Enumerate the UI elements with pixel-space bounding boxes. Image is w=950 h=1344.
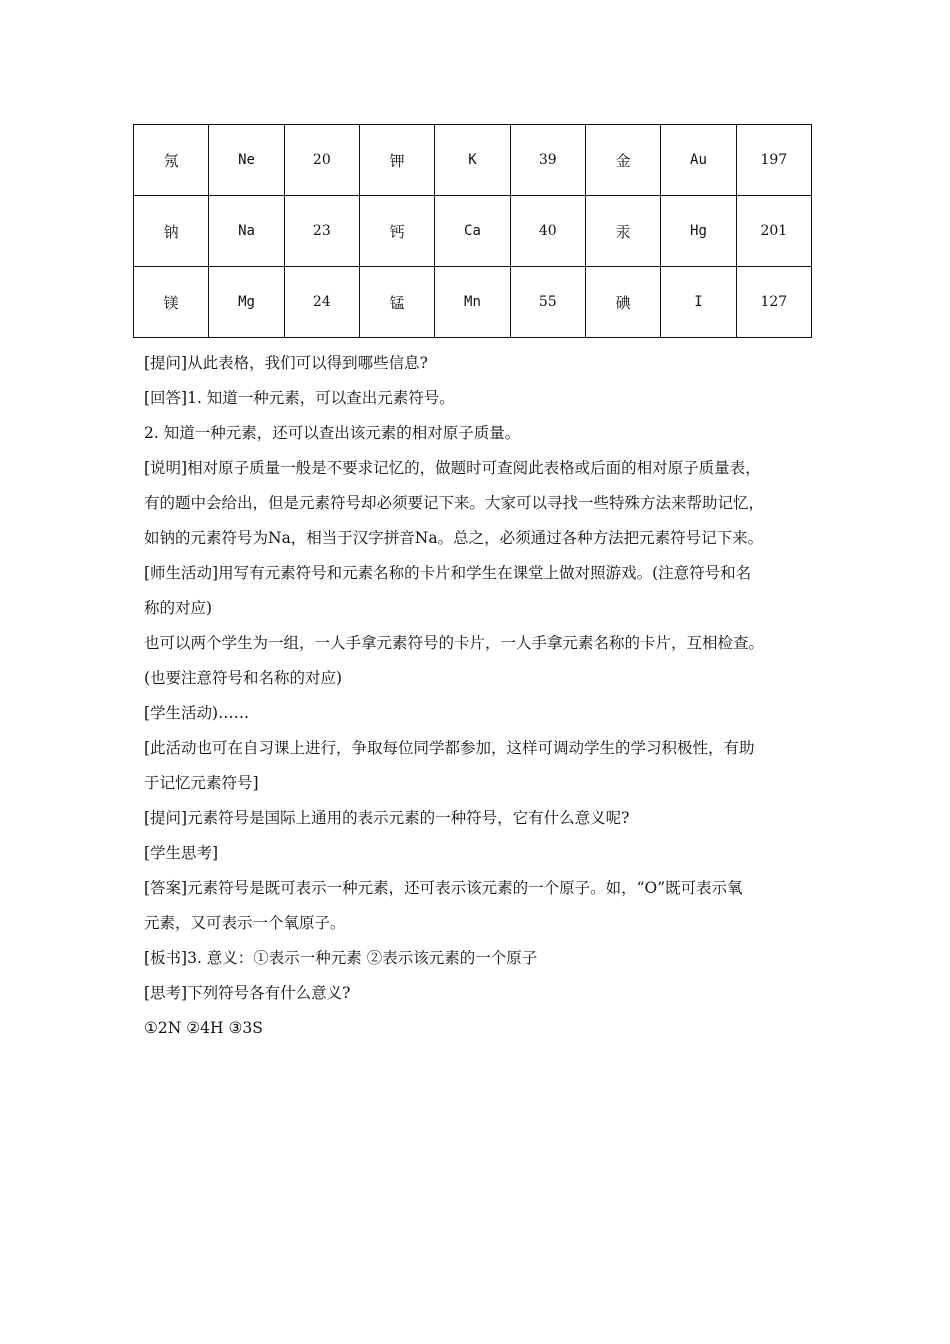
text-line: [说明]相对原子质量一般是不要求记忆的，做题时可查阅此表格或后面的相对原子质量表， <box>144 459 761 477</box>
atomic-mass-cell: 24 <box>284 267 359 338</box>
atomic-mass-cell: 127 <box>736 267 811 338</box>
element-name-cell: 镁 <box>134 267 209 338</box>
text-line: 有的题中会给出，但是元素符号却必须要记下来。大家可以寻找一些特殊方法来帮助记忆， <box>144 494 765 512</box>
text-line: 2. 知道一种元素，还可以查出该元素的相对原子质量。 <box>144 424 521 442</box>
element-symbol-cell: Na <box>209 196 284 267</box>
atomic-mass-cell: 20 <box>284 125 359 196</box>
table-row <box>134 125 812 196</box>
text-line: 元素，又可表示一个氧原子。 <box>144 914 346 932</box>
text-line: (也要注意符号和名称的对应) <box>144 669 343 687</box>
table-row <box>134 196 812 267</box>
element-symbol-cell: Ca <box>435 196 510 267</box>
element-name-cell: 氖 <box>134 125 209 196</box>
element-name-cell: 锰 <box>359 267 434 338</box>
element-table <box>133 124 812 338</box>
element-name-cell: 钙 <box>359 196 434 267</box>
text-line: [学生思考] <box>144 844 219 862</box>
element-symbol-cell: I <box>661 267 736 338</box>
atomic-mass-cell: 55 <box>510 267 585 338</box>
text-line: [提问]元素符号是国际上通用的表示元素的一种符号，它有什么意义呢? <box>144 809 630 827</box>
element-name-cell: 钠 <box>134 196 209 267</box>
text-line: 也可以两个学生为一组，一人手拿元素符号的卡片，一人手拿元素名称的卡片，互相检查。 <box>144 634 765 652</box>
text-line: [回答]1. 知道一种元素，可以查出元素符号。 <box>144 389 455 407</box>
atomic-mass-cell: 39 <box>510 125 585 196</box>
element-symbol-cell: Au <box>661 125 736 196</box>
atomic-mass-cell: 201 <box>736 196 811 267</box>
atomic-mass-cell: 23 <box>284 196 359 267</box>
element-name-cell: 碘 <box>585 267 660 338</box>
element-symbol-cell: Mg <box>209 267 284 338</box>
text-line: [答案]元素符号是既可表示一种元素，还可表示该元素的一个原子。如，“O”既可表示氧 <box>144 879 743 897</box>
text-line: [师生活动]用写有元素符号和元素名称的卡片和学生在课堂上做对照游戏。(注意符号和名 <box>144 564 752 582</box>
element-symbol-cell: K <box>435 125 510 196</box>
element-name-cell: 金 <box>585 125 660 196</box>
element-symbol-cell: Mn <box>435 267 510 338</box>
text-line: [思考]下列符号各有什么意义? <box>144 984 351 1002</box>
element-symbol-cell: Hg <box>661 196 736 267</box>
atomic-mass-cell: 40 <box>510 196 585 267</box>
text-line: 称的对应) <box>144 599 213 617</box>
atomic-mass-cell: 197 <box>736 125 811 196</box>
text-line: [此活动也可在自习课上进行，争取每位同学都参加，这样可调动学生的学习积极性，有助 <box>144 739 755 757</box>
element-table-container <box>133 124 812 338</box>
text-line: 于记忆元素符号] <box>144 774 259 792</box>
table-row <box>134 267 812 338</box>
element-name-cell: 汞 <box>585 196 660 267</box>
text-line: ①2N ②4H ③3S <box>144 1019 263 1037</box>
element-name-cell: 钾 <box>359 125 434 196</box>
document-body <box>144 346 814 1046</box>
text-line: [板书]3. 意义：①表示一种元素 ②表示该元素的一个原子 <box>144 949 538 967</box>
text-line: [提问]从此表格，我们可以得到哪些信息? <box>144 354 428 372</box>
text-line: [学生活动)…… <box>144 704 250 722</box>
element-symbol-cell: Ne <box>209 125 284 196</box>
text-line: 如钠的元素符号为Na，相当于汉字拼音Na。总之，必须通过各种方法把元素符号记下来。 <box>144 529 764 547</box>
